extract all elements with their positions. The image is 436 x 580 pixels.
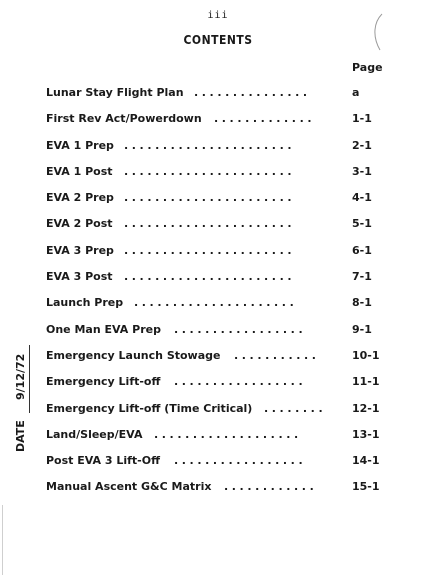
toc-entry-label: One Man EVA Prep [46, 322, 161, 336]
toc-entry-label: Lunar Stay Flight Plan [46, 86, 184, 99]
toc-leader-dots: ............... [194, 86, 311, 99]
toc-leader-dots: ...................... [124, 243, 296, 257]
page-column-header: Page [352, 61, 383, 74]
toc-entry-label: Launch Prep [46, 296, 124, 310]
toc-leader-dots: ...................... [124, 164, 296, 178]
toc-leader-dots: ............. [214, 112, 316, 126]
table-of-contents [46, 86, 386, 507]
toc-entry-label: EVA 1 Prep [46, 138, 114, 152]
toc-entry-page: 11-1 [352, 375, 380, 389]
toc-leader-dots: ...................... [124, 191, 296, 205]
toc-leader-dots: ................. [174, 375, 307, 389]
toc-leader-dots: ............ [224, 480, 318, 494]
toc-entry-label: Emergency Lift-off [46, 375, 161, 389]
toc-leader-dots: ........ [264, 401, 327, 415]
toc-entry-page: 8-1 [352, 296, 372, 310]
toc-entry-label: Emergency Lift-off (Time Critical) [46, 401, 253, 415]
toc-entry [46, 428, 386, 454]
toc-entry [46, 165, 386, 191]
toc-entry-page: 9-1 [352, 322, 372, 336]
toc-leader-dots: ...................... [124, 138, 296, 152]
toc-entry-page: 3-1 [352, 164, 372, 178]
toc-entry [46, 112, 386, 138]
toc-entry-label: EVA 2 Post [46, 217, 113, 231]
toc-entry [46, 296, 386, 322]
toc-leader-dots: ...................... [124, 217, 296, 231]
date-label: DATE [14, 420, 27, 452]
toc-leader-dots: ........... [234, 348, 320, 362]
toc-entry-page: 13-1 [352, 427, 380, 441]
date-underline [29, 345, 30, 413]
toc-entry [46, 323, 386, 349]
toc-entry-page: 14-1 [352, 454, 380, 468]
toc-entry-label: EVA 2 Prep [46, 191, 114, 205]
toc-entry-page: a [352, 86, 360, 99]
toc-entry [46, 217, 386, 243]
page-number: iii [207, 10, 229, 21]
toc-leader-dots: ................... [154, 427, 302, 441]
toc-entry [46, 349, 386, 375]
toc-entry [46, 402, 386, 428]
toc-entry-page: 7-1 [352, 270, 372, 284]
toc-entry-page: 15-1 [352, 480, 380, 494]
toc-entry [46, 244, 386, 270]
toc-entry-page: 12-1 [352, 401, 380, 415]
page-edge-line [2, 505, 3, 575]
toc-leader-dots: ................. [174, 454, 307, 468]
toc-entry [46, 375, 386, 401]
page-title: CONTENTS [183, 33, 253, 47]
date-value: 9/12/72 [14, 353, 27, 400]
toc-entry-page: 6-1 [352, 243, 372, 257]
toc-leader-dots: ..................... [134, 296, 298, 310]
toc-entry-label: Manual Ascent G&C Matrix [46, 480, 212, 494]
toc-entry [46, 454, 386, 480]
toc-entry-page: 2-1 [352, 138, 372, 152]
toc-entry-label: Post EVA 3 Lift-Off [46, 454, 161, 468]
toc-entry [46, 139, 386, 165]
toc-leader-dots: ...................... [124, 270, 296, 284]
toc-entry-label: Emergency Launch Stowage [46, 348, 221, 362]
toc-entry-label: EVA 1 Post [46, 164, 113, 178]
toc-entry [46, 270, 386, 296]
toc-entry-page: 10-1 [352, 348, 380, 362]
toc-entry-label: First Rev Act/Powerdown [46, 112, 202, 126]
toc-entry-label: Land/Sleep/EVA [46, 427, 143, 441]
toc-entry-page: 4-1 [352, 191, 372, 205]
toc-entry [46, 480, 386, 506]
toc-entry-label: EVA 3 Prep [46, 243, 114, 257]
toc-leader-dots: ................. [174, 322, 307, 336]
toc-entry-page: 5-1 [352, 217, 372, 231]
toc-entry [46, 86, 386, 112]
toc-entry [46, 191, 386, 217]
toc-entry-page: 1-1 [352, 112, 372, 126]
toc-entry-label: EVA 3 Post [46, 270, 113, 284]
